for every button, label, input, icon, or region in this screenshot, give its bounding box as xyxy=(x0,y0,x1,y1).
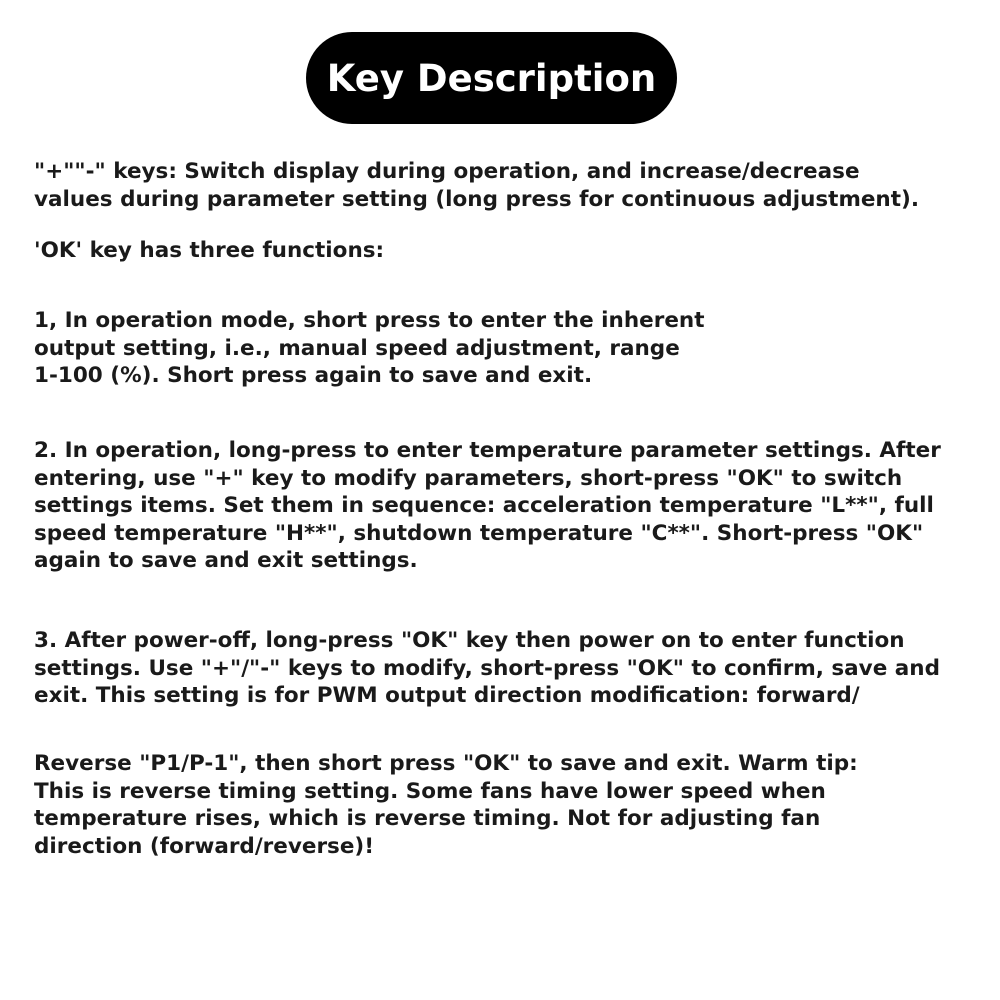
text-line: 3. After power-off, long-press "OK" key then power on to enter function xyxy=(34,628,905,653)
text-line: values during parameter setting (long press for continuous adjustment). xyxy=(34,186,920,212)
paragraph-plus-minus-keys xyxy=(34,158,919,213)
text-line: settings. Use "+"/"-" keys to modify, short-press "OK" to confirm, save and xyxy=(34,655,940,681)
text-line: direction (forward/reverse)! xyxy=(34,833,375,859)
text-line: Reverse "P1/P-1", then short press "OK" to save and exit. Warm tip: xyxy=(34,751,858,776)
paragraph-reverse-tip xyxy=(34,750,858,860)
paragraph-function-2 xyxy=(34,437,941,575)
text-line: output setting, i.e., manual speed adjustment, range xyxy=(34,335,680,361)
paragraph-function-3 xyxy=(34,627,940,710)
title-badge xyxy=(306,32,677,124)
text-line: again to save and exit settings. xyxy=(34,548,418,573)
paragraph-ok-key-intro xyxy=(34,237,384,265)
page-title: Key Description xyxy=(326,56,657,100)
paragraph-function-1 xyxy=(34,307,705,390)
text-line: settings items. Set them in sequence: acceleration temperature "L**", full xyxy=(34,493,934,518)
text-line: 1-100 (%). Short press again to save and exit. xyxy=(34,363,593,388)
text-line: temperature rises, which is reverse timing. Not for adjusting fan xyxy=(34,806,821,831)
text-line: 'OK' key has three functions: xyxy=(34,238,385,263)
text-line: 2. In operation, long-press to enter temperature parameter settings. After xyxy=(34,438,941,463)
text-line: speed temperature "H**", shutdown temperature "C**". Short-press "OK" xyxy=(34,520,924,546)
text-line: 1, In operation mode, short press to enter the inherent xyxy=(34,308,705,333)
text-line: "+""-" keys: Switch display during operation, and increase/decrease xyxy=(34,159,860,184)
text-line: entering, use "+" key to modify parameters, short-press "OK" to switch xyxy=(34,465,903,491)
text-line: exit. This setting is for PWM output direction modification: forward/ xyxy=(34,683,860,708)
text-line: This is reverse timing setting. Some fans have lower speed when xyxy=(34,778,826,804)
